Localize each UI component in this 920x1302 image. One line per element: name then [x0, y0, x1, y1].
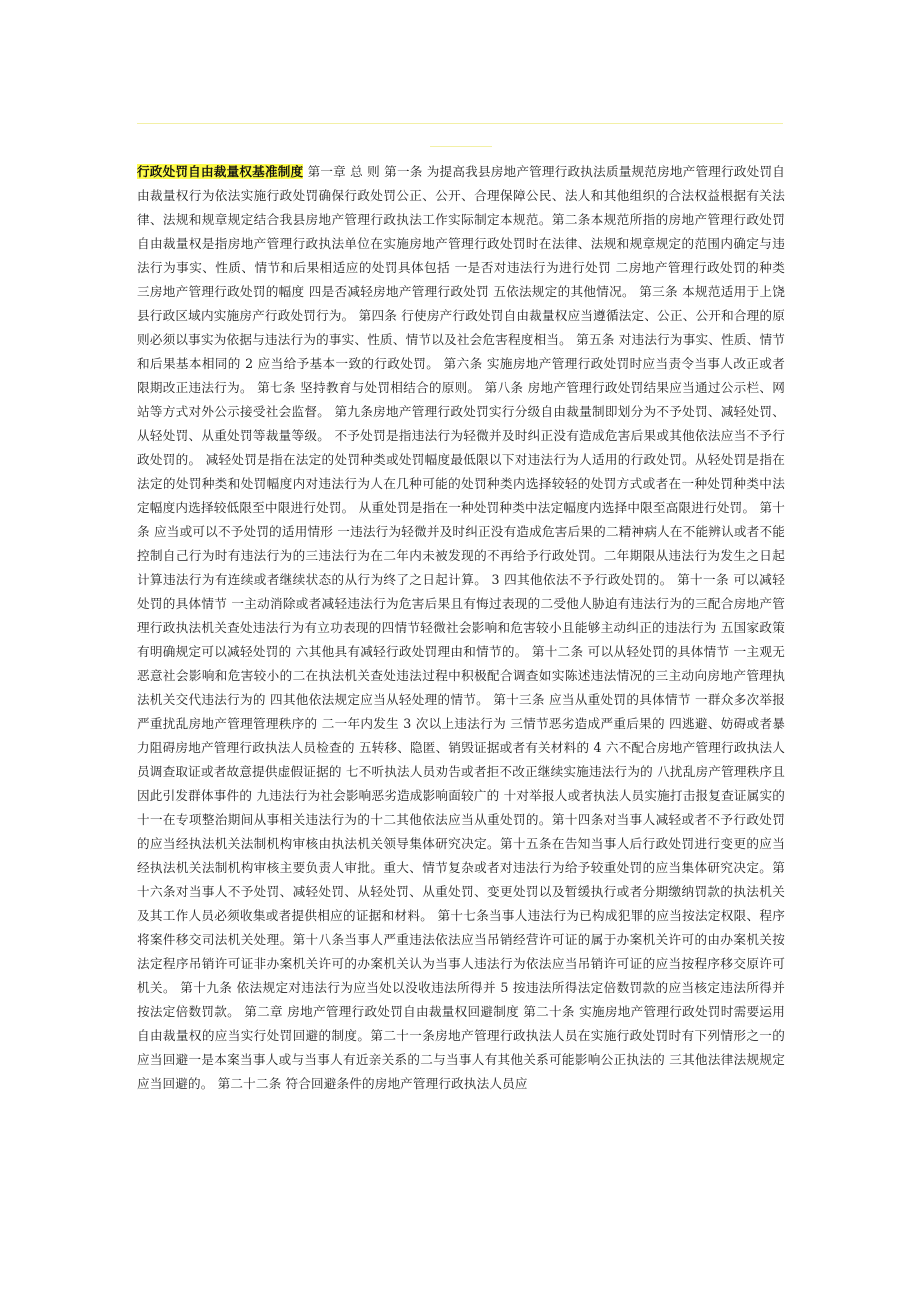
- document-title: 行政处罚自由裁量权基准制度: [137, 164, 304, 179]
- document-text: 第一章 总 则 第一条 为提高我县房地产管理行政执法质量规范房地产管理行政处罚自由裁量权行为依法实施行政处罚确保行政处罚公正、公开、合理保障公民、法人和其他组织的合法权益根据有关法律、法规和规章规定结合我县房地产管理行政执法工作实际制定本规范。第二条本规范所指的房地产管理行政处罚自由裁量权是指房地产管理行政执法单位在实施房地产管理行政处罚时在法律、法规和规章规定的范围内确定与违法行为事实、性质、情节和后果相适应的处罚具体包括 一是否对违法行为进行处罚 二房地产管理行政处罚的种类 三房地产管理行政处罚的幅度 四是否减轻房地产管理行政处罚 五依法规定的其他情况。 第三条 本规范适用于上饶县行政区域内实施房产行政处罚行为。 第四条 行使房产行政处罚自由裁量权应当遵循法定、公正、公开和合理的原则必须以事实为依据与违法行为的事实、性质、情节以及社会危害程度相当。 第五条 对违法行为事实、性质、情节和后果基本相同的 2 应当给予基本一致的行政处罚。 第六条 实施房地产管理行政处罚时应当责令当事人改正或者限期改正违法行为。 第七条 坚持教育与处罚相结合的原则。 第八条 房地产管理行政处罚结果应当通过公示栏、网站等方式对外公示接受社会监督。 第九条房地产管理行政处罚实行分级自由裁量制即划分为不予处罚、减轻处罚、从轻处罚、从重处罚等裁量等级。 不予处罚是指违法行为轻微并及时纠正没有造成危害后果或其他依法应当不予行政处罚的。 减轻处罚是指在法定的处罚种类或处罚幅度最低限以下对违法行为人适用的行政处罚。从轻处罚是指在法定的处罚种类和处罚幅度内对违法行为人在几种可能的处罚种类内选择较轻的处罚方式或者在一种处罚种类中法定幅度内选择较低限至中限进行处罚。 从重处罚是指在一种处罚种类中法定幅度内选择中限至高限进行处罚。 第十条 应当或可以不予处罚的适用情形 一违法行为轻微并及时纠正没有造成危害后果的二精神病人在不能辨认或者不能控制自己行为时有违法行为的三违法行为在二年内未被发现的不再给予行政处罚。二年期限从违法行为发生之日起计算违法行为有连续或者继续状态的从行为终了之日起计算。 3 四其他依法不予行政处罚的。 第十一条 可以减轻处罚的具体情节 一主动消除或者减轻违法行为危害后果且有悔过表现的二受他人胁迫有违法行为的三配合房地产管理行政执法机关查处违法行为有立功表现的四情节轻微社会影响和危害较小且能够主动纠正的违法行为 五国家政策有明确规定可以减轻处罚的 六其他具有减轻行政处罚理由和情节的。 第十二条 可以从轻处罚的具体情节 一主观无恶意社会影响和危害较小的二在执法机关查处违法过程中积极配合调查如实陈述违法情况的三主动向房地产管理执法机关交代违法行为的 四其他依法规定应当从轻处理的情节。 第十三条 应当从重处罚的具体情节 一群众多次举报严重扰乱房地产管理管理秩序的 二一年内发生 3 次以上违法行为 三情节恶劣造成严重后果的 四逃避、妨碍或者暴力阻碍房地产管理行政执法人员检查的 五转移、隐匿、销毁证据或者有关材料的 4 六不配合房地产管理行政执法人员调查取证或者故意提供虚假证据的 七不听执法人员劝告或者拒不改正继续实施违法行为的 八扰乱房产管理秩序且因此引发群体事件的 九违法行为社会影响恶劣造成影响面较广的 十对举报人或者执法人员实施打击报复查证属实的十一在专项整治期间从事相关违法行为的十二其他依法应当从重处罚的。第十四条对当事人减轻或者不予行政处罚的应当经执法机关法制机构审核由执法机关领导集体研究决定。第十五条在告知当事人后行政处罚进行变更的应当经执法机关法制机构审核主要负责人审批。重大、情节复杂或者对违法行为给予较重处罚的应当集体研究决定。第十六条对当事人不予处罚、减轻处罚、从轻处罚、从重处罚、变更处罚以及暂缓执行或者分期缴纳罚款的执法机关及其工作人员必须收集或者提供相应的证据和材料。 第十七条当事人违法行为已构成犯罪的应当按法定权限、程序将案件移交司法机关处理。第十八条当事人严重违法依法应当吊销经营许可证的属于办案机关许可的由办案机关按法定程序吊销许可证非办案机关许可的办案机关认为当事人违法行为依法应当吊销许可证的应当按程序移交原许可机关。 第十九条 依法规定对违法行为应当处以没收违法所得并 5 按违法所得法定倍数罚款的应当核定违法所得并按法定倍数罚款。 第二章 房地产管理行政处罚自由裁量权回避制度 第二十条 实施房地产管理行政处罚时需要运用自由裁量权的应当实行处罚回避的制度。第二十一条房地产管理行政执法人员在实施行政处罚时有下列情形之一的应当回避一是本案当事人或与当事人有近亲关系的二与当事人有其他关系可能影响公正执法的 三其他法律法规规定应当回避的。 第二十二条 符合回避条件的房地产管理行政执法人员应: [137, 164, 785, 1091]
- header-short-divider: [430, 146, 492, 147]
- document-body: [137, 160, 785, 1096]
- header-divider: [137, 123, 783, 124]
